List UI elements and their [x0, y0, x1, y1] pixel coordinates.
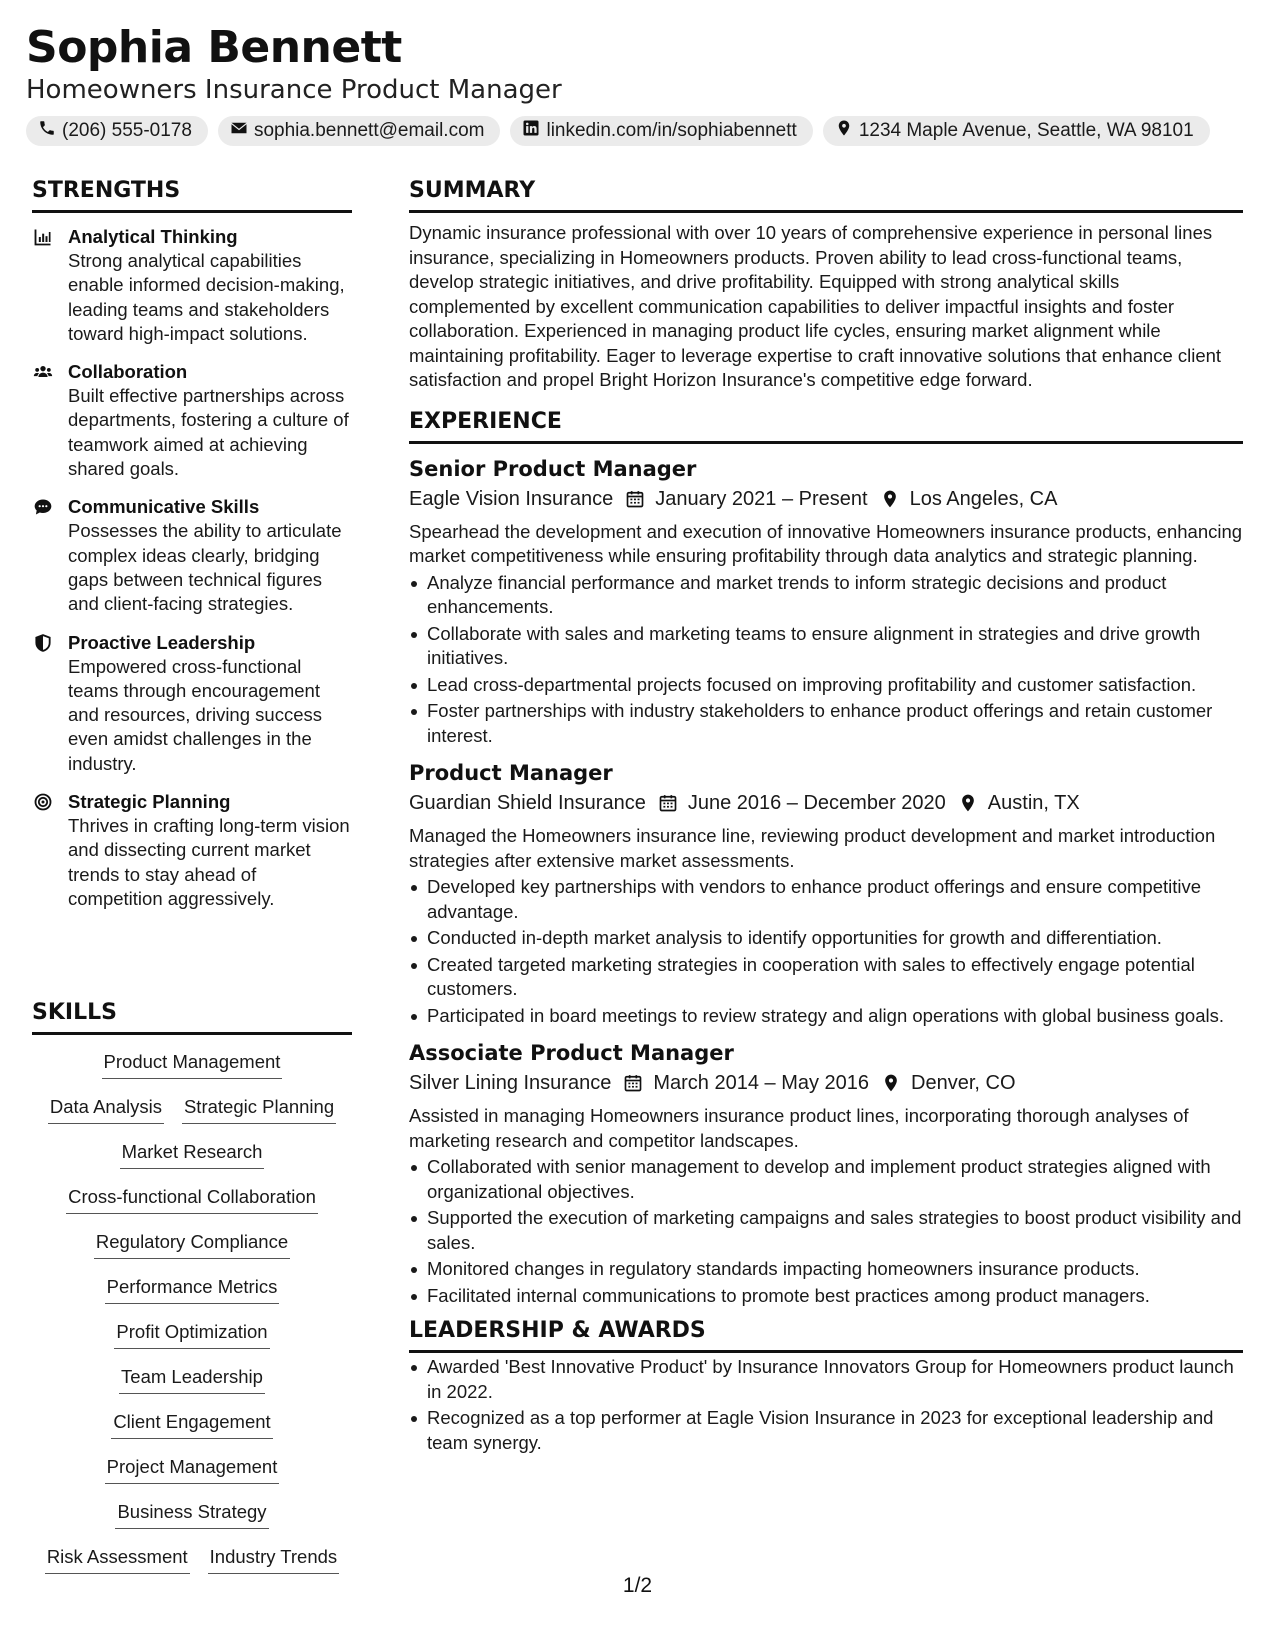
job-meta	[409, 484, 1243, 514]
job-bullets	[409, 571, 1243, 749]
map-pin-icon	[880, 489, 900, 509]
award-item: Recognized as a top performer at Eagle Vision Insurance in 2023 for exceptional leadership and team synergy.	[409, 1406, 1243, 1455]
strength-text: Built effective partnerships across departments, fostering a culture of teamwork aimed at achieving shared goals.	[68, 385, 349, 480]
calendar-icon	[625, 489, 645, 509]
strength-title: Strategic Planning	[68, 791, 231, 813]
awards-heading: LEADERSHIP & AWARDS	[409, 1316, 1243, 1353]
linkedin-icon	[522, 119, 540, 143]
strength-text: Possesses the ability to articulate complex ideas clearly, bridging gaps between technical figures and client-facing strategies.	[68, 520, 342, 615]
experience-heading: EXPERIENCE	[409, 407, 1243, 444]
job-entry	[409, 454, 1243, 749]
resume-header	[26, 22, 1249, 146]
job-entry	[409, 1038, 1243, 1308]
skill-tag: Cross-functional Collaboration	[66, 1184, 318, 1214]
skill-tag: Product Management	[102, 1049, 283, 1079]
job-meta	[409, 1068, 1243, 1098]
map-pin-icon	[881, 1073, 901, 1093]
contact-bar	[26, 116, 1249, 146]
contact-linkedin[interactable]	[510, 116, 812, 146]
job-dates: March 2014 – May 2016	[653, 1072, 870, 1094]
job-bullets	[409, 1155, 1243, 1308]
calendar-icon	[623, 1073, 643, 1093]
contact-address-text: 1234 Maple Avenue, Seattle, WA 98101	[858, 120, 1194, 141]
phone-icon	[38, 119, 56, 143]
strength-text: Thrives in crafting long-term vision and dissecting current market trends to stay ahead of competition aggressively.	[68, 815, 350, 909]
bullet-item: Facilitated internal communications to promote best practices among product managers.	[409, 1284, 1243, 1309]
bullet-item: Collaborate with sales and marketing teams to ensure alignment in strategies and drive growth initiatives.	[409, 622, 1243, 671]
shield-icon	[32, 631, 54, 655]
bullet-item: Developed key partnerships with vendors to enhance product offerings and ensure competitive advantage.	[409, 875, 1243, 924]
award-item: Awarded 'Best Innovative Product' by Insurance Innovators Group for Homeowners product launch in 2022.	[409, 1355, 1243, 1404]
skill-tag: Data Analysis	[48, 1094, 164, 1124]
job-dates: June 2016 – December 2020	[687, 792, 946, 814]
summary-text: Dynamic insurance professional with over 10 years of comprehensive experience in personal lines insurance, specializing in Homeowners products. Proven ability to lead cross-functional teams, develop strategic initiatives, and drive profitability. Equipped with strong analytical skills complemented by excellent communication capabilities to deliver impactful insights and foster collaboration. Experienced in managing product life cycles, ensuring market alignment while maintaining profitability. Eager to leverage expertise to craft innovative solutions that enhance client satisfaction and propel Bright Horizon Insurance's competitive edge forward.	[409, 222, 1222, 390]
users-icon	[32, 360, 54, 384]
job-company: Guardian Shield Insurance	[409, 792, 646, 814]
job-company: Eagle Vision Insurance	[409, 487, 614, 510]
bullet-item: Lead cross-departmental projects focused on improving profitability and customer satisfaction.	[409, 673, 1243, 698]
strength-title: Communicative Skills	[68, 496, 260, 518]
job-position: Associate Product Manager	[409, 1041, 734, 1065]
job-description: Spearhead the development and execution of innovative Homeowners insurance products, enhancing market competitiveness while ensuring profitability through data analytics and strategic planning.	[409, 520, 1243, 566]
strength-text: Strong analytical capabilities enable informed decision-making, leading teams and stakeholders toward high-impact solutions.	[68, 250, 345, 344]
calendar-icon	[658, 793, 678, 813]
skill-tag: Industry Trends	[208, 1544, 340, 1574]
job-position: Product Manager	[409, 761, 613, 785]
skill-tag: Risk Assessment	[45, 1544, 190, 1574]
contact-email-text: sophia.bennett@email.com	[253, 120, 485, 141]
job-position: Senior Product Manager	[409, 456, 697, 481]
strength-title: Collaboration	[68, 361, 188, 383]
skill-tag: Profit Optimization	[114, 1319, 269, 1349]
job-location: Austin, TX	[987, 792, 1080, 814]
skill-tag: Performance Metrics	[105, 1274, 280, 1304]
skill-tag: Regulatory Compliance	[94, 1229, 290, 1259]
job-dates: January 2021 – Present	[655, 487, 868, 510]
envelope-icon	[230, 119, 248, 143]
job-entry	[409, 758, 1243, 1028]
bullet-item: Monitored changes in regulatory standards impacting homeowners insurance products.	[409, 1257, 1243, 1282]
strength-item	[32, 495, 352, 616]
skills-heading: SKILLS	[32, 998, 352, 1035]
right-column	[409, 176, 1243, 1457]
speech-bubble-icon	[32, 495, 54, 519]
page-number: 1/2	[622, 1574, 653, 1597]
map-pin-icon	[958, 793, 978, 813]
strength-title: Proactive Leadership	[68, 631, 256, 653]
strength-text: Empowered cross-functional teams through encouragement and resources, driving success even amidst challenges in the industry.	[68, 655, 322, 774]
contact-linkedin-text: linkedin.com/in/sophiabennett	[546, 120, 797, 141]
bullet-item: Created targeted marketing strategies in cooperation with sales to effectively engage potential customers.	[409, 953, 1243, 1002]
skills-section	[32, 998, 352, 1589]
left-column	[32, 176, 352, 925]
strength-item	[32, 631, 352, 776]
skill-tag: Business Strategy	[115, 1499, 268, 1529]
job-location: Los Angeles, CA	[909, 487, 1058, 510]
bullet-item: Analyze financial performance and market trends to inform strategic decisions and product enhancements.	[409, 571, 1243, 620]
summary-heading: SUMMARY	[409, 176, 1243, 213]
strengths-heading: STRENGTHS	[32, 176, 352, 213]
bar-chart-icon	[32, 225, 54, 249]
job-bullets	[409, 875, 1243, 1028]
target-icon	[32, 790, 54, 814]
skill-tag: Client Engagement	[111, 1409, 272, 1439]
job-location: Denver, CO	[911, 1072, 1016, 1094]
job-meta	[409, 788, 1243, 818]
skill-tag: Strategic Planning	[182, 1094, 336, 1124]
strength-item	[32, 790, 352, 911]
strengths-list	[32, 225, 352, 911]
bullet-item: Supported the execution of marketing campaigns and sales strategies to boost product visibility and sales.	[409, 1206, 1243, 1255]
strength-item	[32, 225, 352, 346]
bullet-item: Conducted in-depth market analysis to identify opportunities for growth and differentiation.	[409, 926, 1243, 951]
skills-list	[32, 1049, 352, 1589]
bullet-item: Participated in board meetings to review strategy and align operations with global business goals.	[409, 1004, 1243, 1029]
contact-phone-text: (206) 555-0178	[62, 120, 192, 141]
strength-title: Analytical Thinking	[68, 226, 238, 247]
skill-tag: Team Leadership	[119, 1364, 265, 1394]
job-description: Managed the Homeowners insurance line, reviewing product development and market introduction strategies after extensive market assessments.	[409, 825, 1216, 871]
skill-tag: Market Research	[120, 1139, 265, 1169]
bullet-item: Foster partnerships with industry stakeholders to enhance product offerings and retain customer interest.	[409, 699, 1243, 748]
map-pin-icon	[835, 119, 853, 143]
skill-tag: Project Management	[105, 1454, 280, 1484]
strength-item	[32, 360, 352, 481]
job-title-headline: Homeowners Insurance Product Manager	[26, 75, 562, 105]
awards-list	[409, 1355, 1243, 1455]
candidate-name: Sophia Bennett	[26, 22, 402, 73]
job-description: Assisted in managing Homeowners insurance product lines, incorporating thorough analyses of marketing research and competitor landscapes.	[409, 1105, 1189, 1151]
contact-phone[interactable]	[26, 116, 208, 146]
job-company: Silver Lining Insurance	[409, 1072, 612, 1094]
bullet-item: Collaborated with senior management to develop and implement product strategies aligned with organizational objectives.	[409, 1155, 1243, 1204]
contact-address[interactable]	[823, 116, 1210, 146]
contact-email[interactable]	[218, 116, 501, 146]
